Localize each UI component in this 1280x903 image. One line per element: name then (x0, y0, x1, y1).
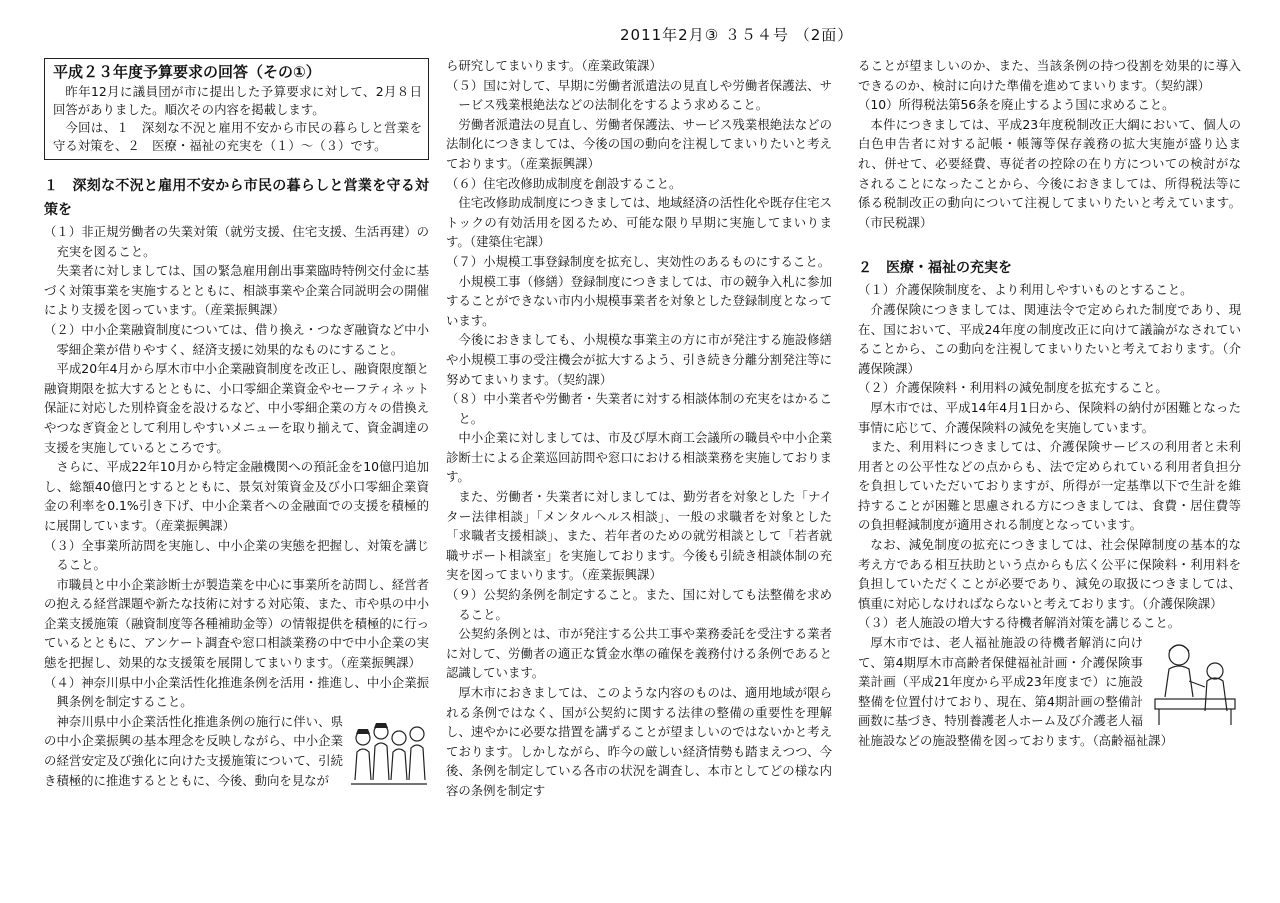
section-2-title: ２ 医療・福祉の充実を (858, 260, 1012, 277)
answer-2-3: 厚木市では、老人福祉施設の待機者解消に向けて、第4期厚木市高齢者保健福祉計画・介護保険事業計画（平成21年度から平成23年度まで）に施設整備を位置付けており、現在、第4期計画の整備計画数に基づき、特別養護老人ホーム及び介護老人福祉施設などの施設整備を図っております。（高齢福祉課） (858, 635, 1173, 748)
answer-8a: 中小企業に対しましては、市及び厚木商工会議所の職員や中小企業診断士による企業巡回訪問や窓口における相談業務を実施しております。 (446, 430, 832, 485)
answer-3: 市職員と中小企業診断士が製造業を中心に事業所を訪問し、経営者の抱える経営課題や新たな技術に対する対応策、また、市や県の中小企業支援施策（融資制度等各種補助金等）の情報提供を積極的に行っているとともに、アンケート調査や窓口相談業務の中で中小企業の実態を把握し、効果的な支援策を展開してまいります。（産業振興課） (44, 576, 429, 671)
answer-1: 失業者に対しましては、国の緊急雇用創出事業臨時特例交付金に基づく対策事業を実施するとともに、相談事業や企業合同説明会の開催により支援を図っています。（産業振興課） (44, 263, 429, 318)
answer-2-1: 介護保険につきましては、関連法令で定められた制度であり、現在、国において、平成24年度の制度改正に向けて議論がなされていることから、この動向を注視してまいりたいと考えております。（介護保険課） (858, 301, 1241, 376)
answer-9a: 公契約条例とは、市が発注する公共工事や業務委託を受注する業者に対して、労働者の適正な賃金水準の確保を義務付ける条例であると認識しています。 (446, 626, 832, 681)
item-8: （８）中小業者や労働者・失業者に対する相談体制の充実をはかること。 (446, 391, 832, 426)
answer-2-2a: 厚木市では、平成14年4月1日から、保険料の納付が困難となった事情に応じて、介護保険料の減免を実施しています。 (858, 399, 1241, 435)
intro-title: 平成２３年度予算要求の回答（その①） (53, 63, 321, 81)
item-5: （５）国に対して、早期に労働者派遣法の見直しや労働者保護法、サービス残業根絶法などの法制化をするよう求めること。 (446, 77, 832, 113)
answer-5: 労働者派遣法の見直し、労働者保護法、サービス残業根絶法などの法制化につきましては、今後の国の動向を注視してまいりたいと考えております。（産業振興課） (446, 116, 832, 171)
answer-2a: 平成20年4月から厚木市中小企業融資制度を改正し、融資限度額と融資期限を拡大するとともに、小口零細企業資金やセーフティネット保証に対応した別枠資金を設けるなど、中小零細企業の方々の借換えやつなぎ資金として利用しやすいメニューを取り揃えて、資金調達の支援を実施しているところです。 (44, 361, 429, 455)
section-1-title: １ 深刻な不況と雇用不安から市民の暮らしと営業を守る対策を (44, 178, 429, 218)
column-2 (446, 56, 832, 801)
column-3 (858, 56, 1241, 751)
item-6: （６）住宅改修助成制度を創設すること。 (446, 175, 682, 191)
answer-8b: また、労働者・失業者に対しましては、勤労者を対象とした「ナイター法律相談」「メンタルヘルス相談」、一般の求職者を対象とした「求職者支援相談」、また、若年者のための就労相談として「若者就職サポート相談室」を実施しております。今後も引続き相談体制の充実を図ってまいります。（産業振興課） (446, 489, 832, 583)
item-2-3: （３）老人施設の増大する待機者解消対策を講じること。 (858, 615, 1181, 631)
answer-2-2b: また、利用料につきましては、介護保険サービスの利用者と未利用者との公平性などの点からも、法で定められている利用者負担分を負担していただいておりますが、所得が一定基準以下で生計を維持することが困難と思慮される方につきましては、食費・居住費等の負担軽減制度が適用される制度となっています。 (858, 439, 1241, 533)
people-illustration-icon (349, 718, 429, 792)
item-2: （２）中小企業融資制度については、借り換え・つなぎ融資など中小零細企業が借りやすく、経済支援に効果的なものにすること。 (44, 321, 429, 357)
item-2-2: （２）介護保険料・利用料の減免制度を拡充すること。 (858, 380, 1168, 396)
intro-box (44, 58, 429, 160)
intro-text-1: 昨年12月に議員団が市に提出した予算要求に対して、2月８日回答がありました。順次その内容を掲載します。 (53, 84, 422, 117)
answer-2b: さらに、平成22年10月から特定金融機関への預託金を10億円追加し、総額40億円とするとともに、景気対策資金及び小口零細企業資金の利率を0.1%引き下げ、中小企業者への金融面での支援を積極的に展開しています。（産業振興課） (44, 459, 429, 533)
issue-header: 2011年2月③ ３５４号 （2面） (620, 26, 854, 44)
item-7: （７）小規模工事登録制度を拡充し、実効性のあるものにすること。 (446, 253, 831, 269)
answer-9-cont: ることが望ましいのか、また、当該条例の持つ役割を効果的に導入できるのか、検討に向けた準備を進めてまいります。（契約課） (858, 58, 1241, 93)
item-2-1: （１）介護保険制度を、より利用しやすいものとすること。 (858, 282, 1193, 298)
item-3: （３）全事業所訪問を実施し、中小企業の実態を把握し、対策を講じること。 (44, 537, 429, 573)
item-10: （10）所得税法第56条を廃止するよう国に求めること。 (858, 97, 1175, 113)
answer-10: 本件につきましては、平成23年度税制改正大綱において、個人の白色申告者に対する記帳・帳簿等保存義務の拡大実施が盛り込まれ、併せて、必要経費、専従者の控除の在り方についての検討がなされることになったことから、今後におきましては、所得税法等に係る税制改正の動向について注視してまいりたいと考えています。（市民税課） (858, 116, 1241, 230)
answer-7b: 今後におきましても、小規模な事業主の方に市が発注する施設修繕や小規模工事の受注機会が拡大するよう、引き続き分離分割発注等に努めてまいります。（契約課） (446, 332, 832, 387)
answer-2-2c: なお、減免制度の拡充につきましては、社会保障制度の基本的な考え方である相互扶助という点からも広く公平に保険料・利用料を負担していただくことが必要であり、減免の取扱につきましては、慎重に対応しなければならないと考えております。（介護保険課） (858, 537, 1241, 611)
item-9: （９）公契約条例を制定すること。また、国に対しても法整備を求めること。 (446, 587, 832, 622)
item-4: （４）神奈川県中小企業活性化推進条例を活用・推進し、中小企業振興条例を制定すること。 (44, 674, 429, 710)
item-1: （１）非正規労働者の失業対策（就労支援、住宅支援、生活再建）の充実を図ること。 (44, 224, 429, 259)
intro-text-2: 今回は、１ 深刻な不況と雇用不安から市民の暮らしと営業を守る対策を、２ 医療・福祉の充実を（１）～（３）です。 (53, 120, 422, 153)
answer-9b: 厚木市におきましては、このような内容のものは、適用地域が限られる条例ではなく、国が公契約に関する法律の整備の重要性を理解し、速やかに必要な措置を講ずることが望ましいのではないかと考えております。しかしながら、昨今の厳しい経済情勢も踏まえつつ、今後、条例を制定している各市の状況を調査し、本市としてどの様な内容の条例を制定す (446, 685, 832, 798)
elderly-care-illustration-icon (1149, 637, 1241, 729)
answer-4: 神奈川県中小企業活性化推進条例の施行に伴い、県の中小企業振興の基本理念を反映しながら、中小企業の経営安定及び強化に向けた支援施策について、引続き積極的に推進するとともに、今後、動向を見なが (44, 713, 343, 788)
answer-6: 住宅改修助成制度につきましては、地域経済の活性化や既存住宅ストックの有効活用を図るため、可能な限り早期に実施してまいります。（建築住宅課） (446, 195, 832, 250)
answer-7a: 小規模工事（修繕）登録制度につきましては、市の競争入札に参加することができない市内小規模事業者を対象とした登録制度となっています。 (446, 273, 832, 328)
answer-4-cont: ら研究してまいります。（産業政策課） (446, 58, 662, 73)
column-1 (44, 58, 429, 792)
